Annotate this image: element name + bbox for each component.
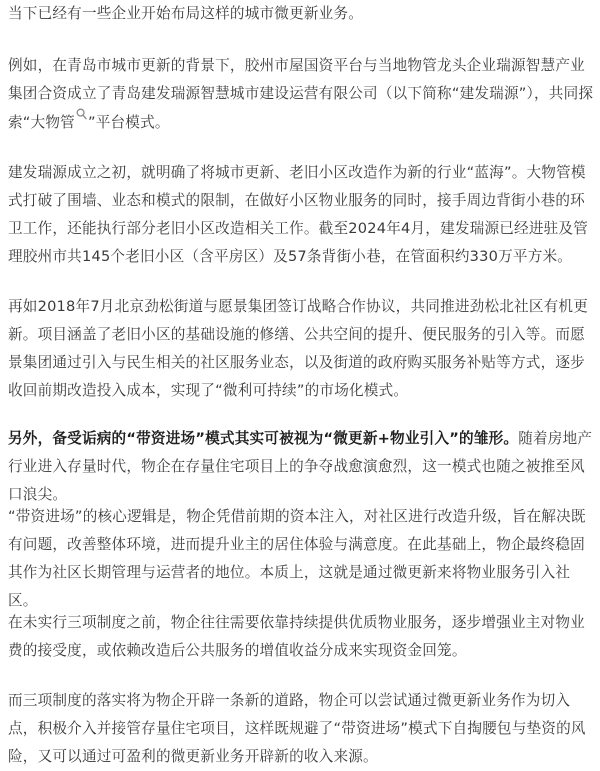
paragraph-capital-entry (8, 425, 594, 509)
paragraph-before-reform: 在未实行三项制度之前，物企往往需要依靠持续提供优质物业服务，逐步增强业主对物业费的接受度，或依赖改造后公共服务的增值收益分成来实现资金回笼。 (8, 614, 585, 659)
paragraph-core-logic: “带资进场”的核心逻辑是，物企凭借前期的资本注入，对社区进行改造升级，旨在解决既有问题，改善整体环境，进而提升业主的居住体验与满意度。在此基础上，物企最终稳固其作为社区长期管理与运营者的地位。本质上，这就是通过微更新来将物业服务引入社区。 (8, 508, 586, 609)
paragraph-new-path: 而三项制度的落实将为物企开辟一条新的道路，物企可以尝试通过微更新业务作为切入点，积极介入并接管存量住宅项目，这样既规避了“带资进场”模式下自掏腰包与垫资的风险，又可以通过可盈利的微更新业务开辟新的收入来源。 (8, 692, 586, 765)
paragraph-jianfa-ruiyuan: 建发瑞源成立之初，就明确了将城市更新、老旧小区改造作为新的行业“蓝海”。大物管模式打破了围墙、业态和模式的限制，在做好小区物业服务的同时，接手周边背街小巷的环卫工作，还能执行部分老旧小区改造相关工作。截至2024年4月，建发瑞源已经进驻及管理胶州市共145个老旧小区（含平房区）及57条背街小巷，在管面积约330万平方米。 (8, 164, 589, 265)
search-icon[interactable] (76, 108, 87, 120)
paragraph-qingdao-example (8, 52, 594, 137)
paragraph-intro: 当下已经有一些企业开始布局这样的城市微更新业务。 (8, 5, 364, 22)
paragraph-capital-entry-bold: 另外，备受诟病的“带资进场”模式其实可被视为“微更新+物业引入”的雏形。 (8, 430, 519, 447)
paragraph-beijing-jinsong: 再如2018年7月北京劲松街道与愿景集团签订战略合作协议，共同推进劲松北社区有机更新。项目涵盖了老旧小区的基础设施的修缮、公共空间的提升、便民服务的引入等。而愿景集团通过引入与民生相关的社区服务业态，以及街道的政府购买服务补贴等方式，逐步收回前期改造投入成本，实现了“微利可持续”的市场化模式。 (8, 298, 589, 399)
paragraph-capital-entry-rest: 随着房地产行业进入存量时代，物企在存量住宅项目上的争夺战愈演愈烈，这一模式也随之被推至风口浪尖。 (8, 430, 593, 503)
paragraph-qingdao-text: 例如，在青岛市城市更新的背景下，胶州市屋国资平台与当地物管龙头企业瑞源智慧产业集团合资成立了青岛建发瑞源智慧城市建设运营有限公司（以下简称“建发瑞源”），共同探索“大物管 (8, 57, 594, 131)
paragraph-qingdao-text-end: ”平台模式。 (87, 114, 170, 131)
